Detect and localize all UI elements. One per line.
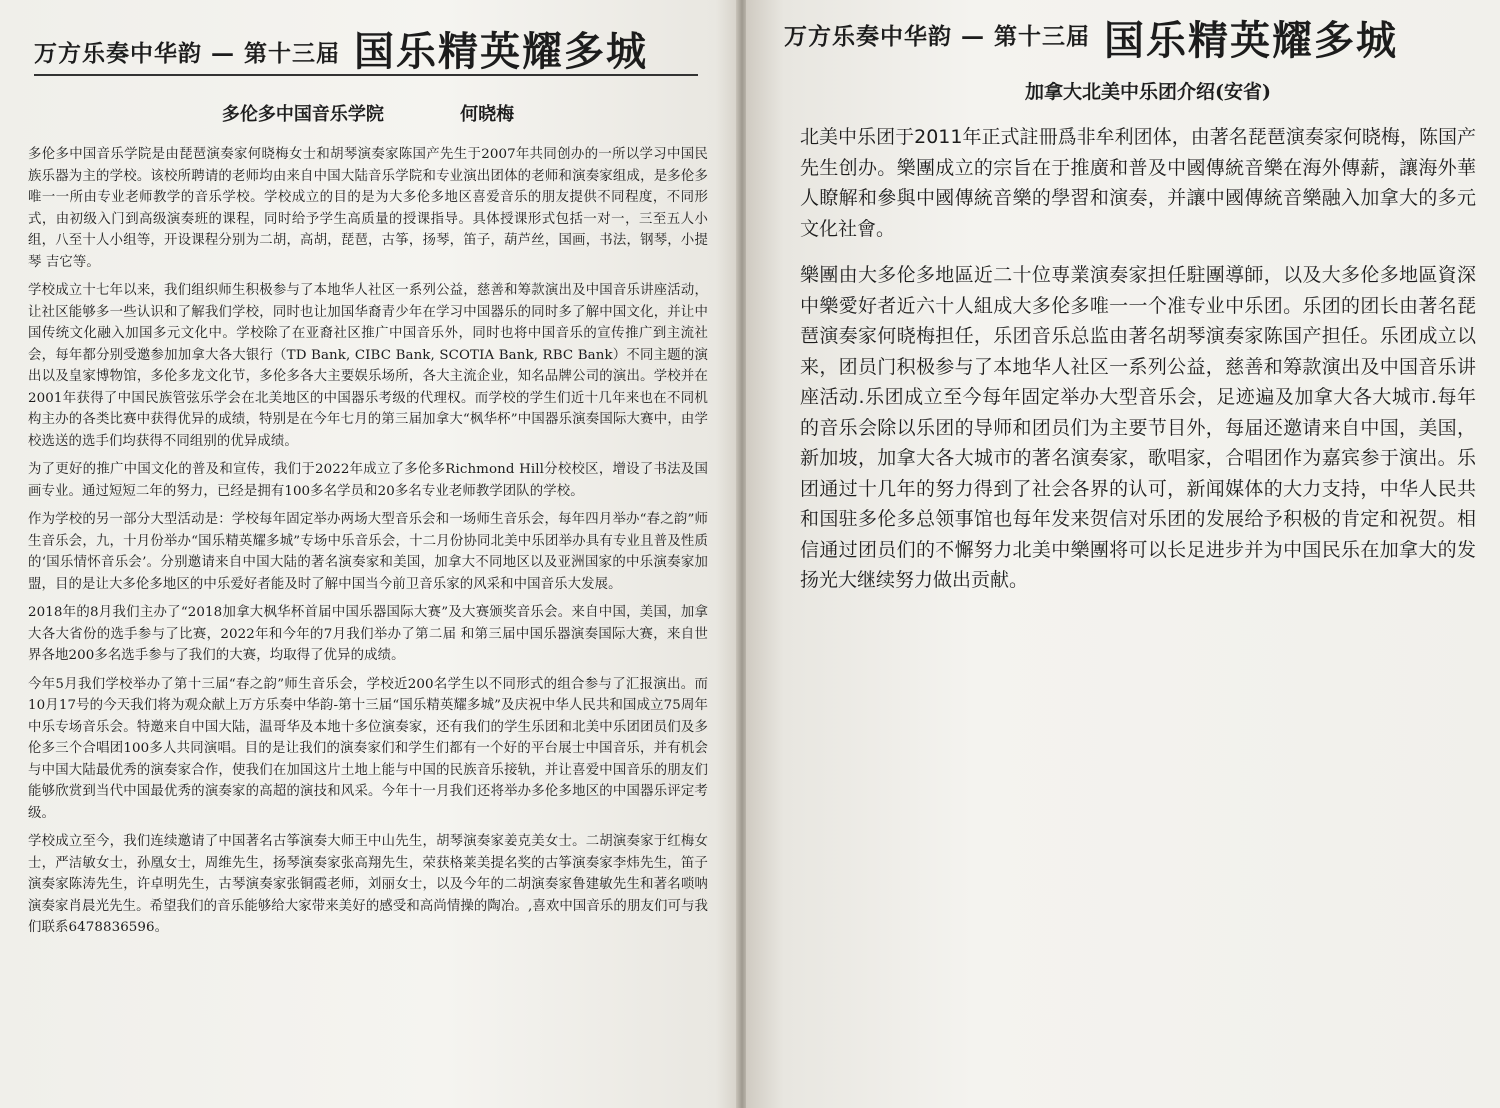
left-paragraph-3: 为了更好的推广中国文化的普及和宣传，我们于2022年成立了多伦多Richmond Hill分校校区，增设了书法及国画专业。通过短短二年的努力，已经是拥有100多名学员和20多名专业老师教学团队的学校。 — [28, 462, 708, 499]
right-page-header — [784, 18, 1476, 63]
right-page — [746, 0, 1500, 1108]
left-paragraph-6: 今年5月我们学校举办了第十三届“春之韵”师生音乐会，学校近200名学生以不同形式的组合参与了汇报演出。而10月17号的今天我们将为观众献上万方乐奏中华韵-第十三届“国乐精英耀多城”及庆祝中华人民共和国成立75周年中乐专场音乐会。特邀来自中国大陆，温哥华及本地十多位演奏家，还有我们的学生乐团和北美中乐团团员们及多伦多三个合唱团100多人共同演唱。目的是让我们的演奏家们和学生们都有一个好的平台展士中国音乐，并有机会与中国大陆最优秀的演奏家合作，使我们在加国这片土地上能与中国的民族音乐接轨，并让喜爱中国音乐的朋友们能够欣赏到当代中国最优秀的演奏家的高超的演技和风采。今年十一月我们还将举办多伦多地区的中国器乐评定考级。 — [28, 676, 708, 821]
left-header-title: 国乐精英耀多城 — [354, 29, 649, 75]
left-paragraph-2: 学校成立十七年以来，我们组织师生积极参与了本地华人社区一系列公益，慈善和筹款演出及中国音乐讲座活动，让社区能够多一些认识和了解我们学校，同时也让加国华裔青少年在学习中国器乐的同时多了解中国文化，并让中国传统文化融入加国多元文化中。学校除了在亚裔社区推广中国音乐外，同时也将中国音乐的宣传推广到主流社会，每年都分别受邀参加加拿大各大银行（TD Bank, CIBC Bank, SCOTIA Bank, RBC Bank）不同主题的演出以及皇家博物馆，多伦多龙文化节，多伦多各大主要娱乐场所，各大主流企业，知名品牌公司的演出。学校并在2001年获得了中国民族管弦乐学会在北美地区的中国器乐考级的代理权。而学校的学生们近十几年来也在不同机构主办的各类比赛中获得优异的成绩，特别是在今年七月的第三届加拿大“枫华杯”中国器乐演奏国际大赛中，由学校选送的选手们均获得不同组别的优异成绩。 — [28, 283, 708, 449]
left-article-author: 何晓梅 — [460, 104, 515, 125]
left-header-series: 万方乐奏中华韵 — 第十三届 — [34, 40, 341, 67]
right-header-title: 国乐精英耀多城 — [1104, 18, 1399, 64]
left-paragraph-7: 学校成立至今，我们连续邀请了中国著名古筝演奏大师王中山先生，胡琴演奏家姜克美女士。二胡演奏家于红梅女士，严洁敏女士，孙凰女士，周维先生，扬琴演奏家张高翔先生，荣获格莱美提名奖的古筝演奏家李炜先生，笛子演奏家陈涛先生，许卓明先生，古琴演奏家张铜霞老师，刘丽女士，以及今年的二胡演奏家鲁建敏先生和著名唢呐演奏家肖晨光先生。希望我们的音乐能够给大家带来美好的感受和高尚情操的陶冶。,喜欢中国音乐的朋友们可与我们联系6478836596。 — [28, 834, 708, 935]
left-paragraph-4: 作为学校的另一部分大型活动是：学校每年固定举办两场大型音乐会和一场师生音乐会，每年四月举办“春之韵”师生音乐会，九，十月份举办“国乐精英耀多城”专场中乐音乐会，十二月份协同北美中乐团举办具有专业且普及性质的‘国乐情怀音乐会’。分别邀请来自中国大陆的著名演奏家和美国，加拿大不同地区以及亚洲国家的中乐演奏家加盟，目的是让大多伦多地区的中乐爱好者能及时了解中国当今前卫音乐家的风采和中国音乐大发展。 — [28, 512, 708, 592]
left-article-title-row — [28, 100, 708, 126]
left-article-body — [28, 144, 708, 939]
right-paragraph-1: 北美中乐团于2011年正式註冊爲非牟利团体，由著名琵琶演奏家何晓梅，陈国产先生创办。樂團成立的宗旨在于推廣和普及中國傳統音樂在海外傳薪，讓海外華人瞭解和參與中國傳統音樂的學習和演奏，并讓中國傳統音樂融入加拿大的多元文化社會。 — [800, 126, 1476, 240]
left-page-header — [34, 29, 698, 76]
right-header-series: 万方乐奏中华韵 — 第十三届 — [784, 23, 1091, 50]
left-page — [0, 0, 738, 1108]
right-article-body — [800, 122, 1476, 596]
right-paragraph-2: 樂團由大多伦多地區近二十位専業演奏家担任駐團導師，以及大多伦多地區資深中樂愛好者近六十人組成大多伦多唯一一个准专业中乐团。乐团的团长由著名琵琶演奏家何晓梅担任，乐团音乐总监由著名胡琴演奏家陈国产担任。乐团成立以来，团员门积极参与了本地华人社区一系列公益，慈善和筹款演出及中国音乐讲座活动.乐团成立至今每年固定举办大型音乐会，足迹遍及加拿大各大城市.每年的音乐会除以乐团的导师和团员们为主要节目外，每届还邀请来自中国，美国，新加坡，加拿大各大城市的著名演奏家，歌唱家，合唱团作为嘉宾参于演出。乐团通过十几年的努力得到了社会各界的认可，新闻媒体的大力支持，中华人民共和国驻多伦多总领事馆也每年发来贺信对乐团的发展给予积极的肯定和祝贺。相信通过团员们的不懈努力北美中樂團将可以长足进步并为中国民乐在加拿大的发扬光大继续努力做出贡献。 — [800, 264, 1476, 591]
right-article-title: 加拿大北美中乐团介绍(安省) — [1025, 81, 1271, 103]
left-paragraph-5: 2018年的8月我们主办了“2018加拿大枫华杯首届中国乐器国际大赛”及大赛颁奖音乐会。来自中国，美国，加拿大各大省份的选手参与了比赛，2022年和今年的7月我们举办了第二届 和第三届中国乐器演奏国际大赛，来自世界各地200多名选手参与了我们的大赛，均取得了优异的成绩。 — [28, 605, 708, 663]
left-paragraph-1: 多伦多中国音乐学院是由琵琶演奏家何晓梅女士和胡琴演奏家陈国产先生于2007年共同创办的一所以学习中国民族乐器为主的学校。该校所聘请的老师均由来自中国大陆音乐学院和专业演出团体的老师和演奏家组成，是多伦多唯一一所由专业老师教学的音乐学校。学校成立的目的是为大多伦多地区喜爱音乐的朋友提供不同程度，不同形式，由初级入门到高级演奏班的课程，同时给予学生高质量的授课指导。具体授课形式包括一对一，三至五人小组，八至十人小组等，开设课程分别为二胡，高胡，琵琶，古筝，扬琴，笛子，葫芦丝，国画，书法，钢琴，小提琴 吉它等。 — [28, 147, 708, 270]
left-article-title: 多伦多中国音乐学院 — [221, 104, 384, 125]
